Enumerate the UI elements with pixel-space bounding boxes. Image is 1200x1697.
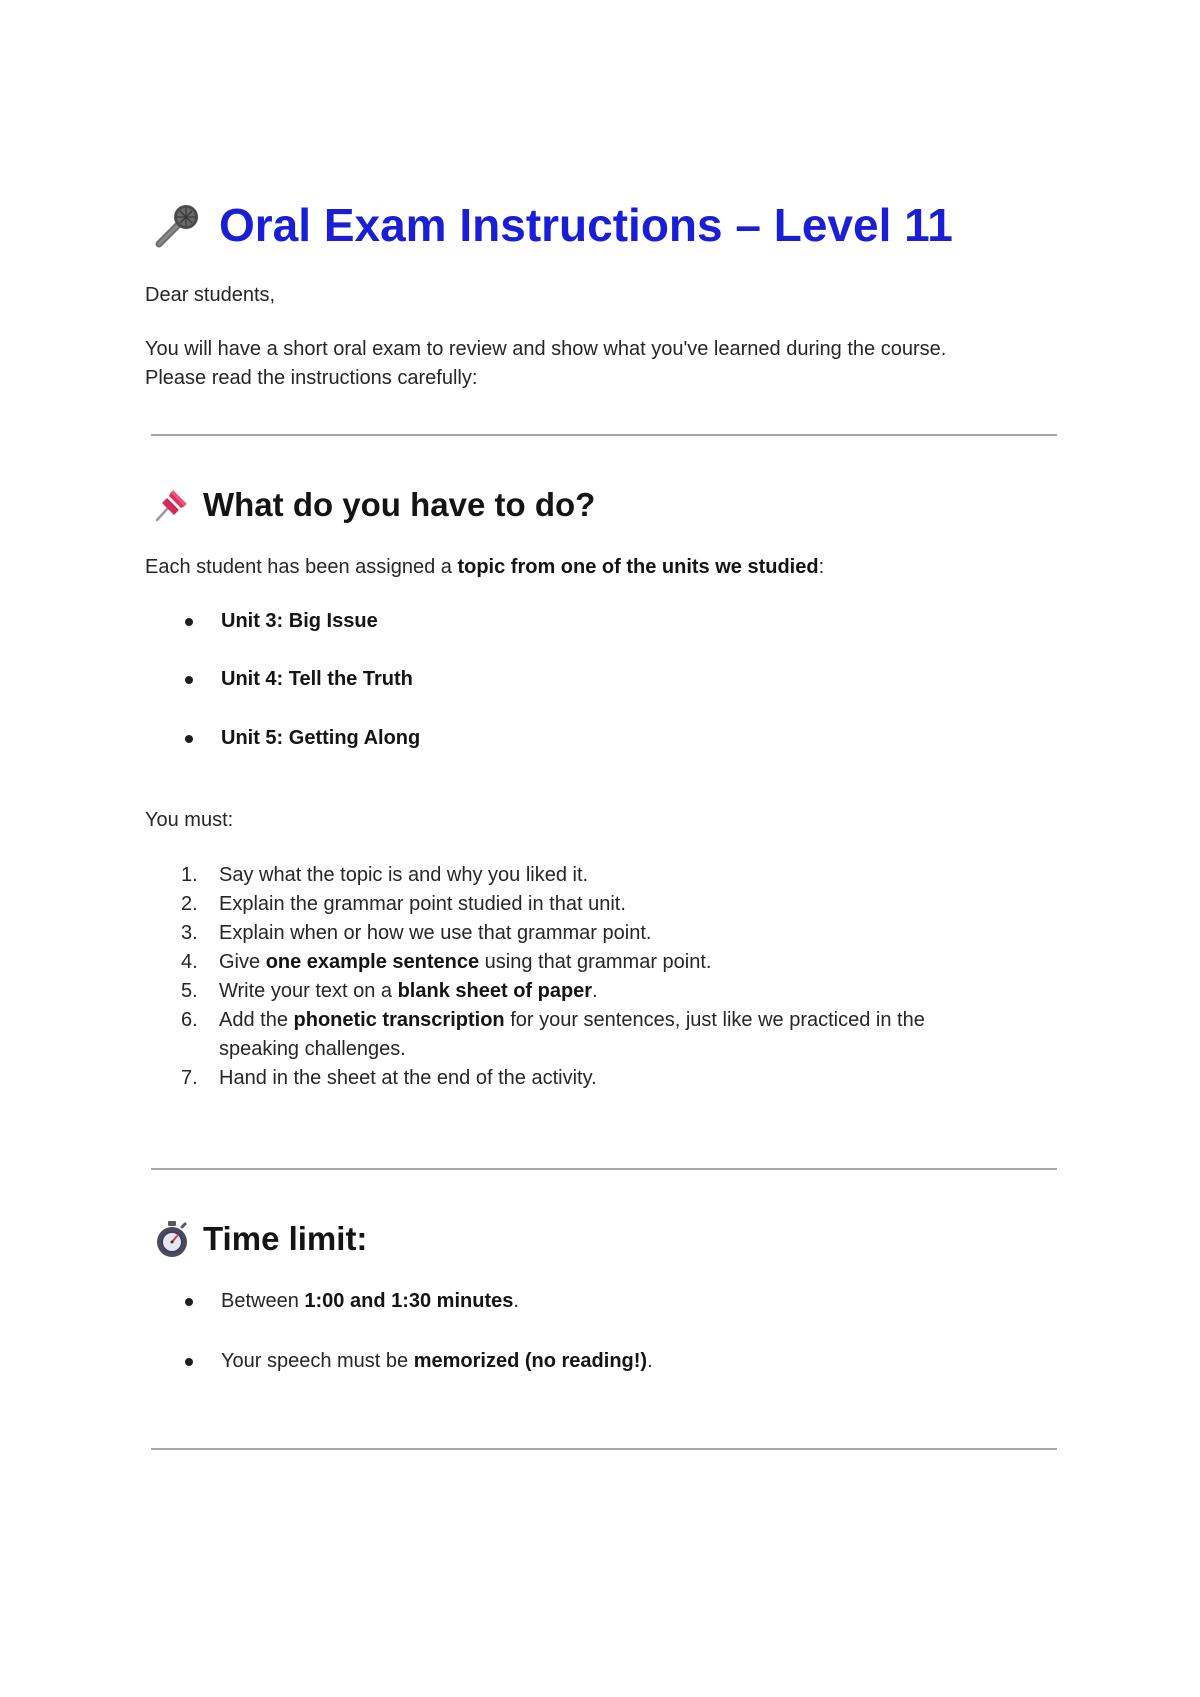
time-item-pre: Between <box>221 1290 305 1312</box>
bullet-icon <box>185 618 193 626</box>
time-item-pre: Your speech must be <box>221 1350 414 1372</box>
list-item <box>185 607 378 636</box>
step-text <box>219 919 1019 948</box>
task-lead <box>145 553 824 582</box>
list-item <box>181 919 1019 948</box>
list-item <box>185 1347 653 1376</box>
list-item <box>185 1287 519 1316</box>
list-item <box>181 1006 1009 1064</box>
step-text-pre: Explain the grammar point studied in that unit. <box>219 893 626 915</box>
unit-label: Unit 4: Tell the Truth <box>221 668 413 690</box>
list-item <box>181 890 1019 919</box>
intro-line-1: You will have a short oral exam to review and show what you've learned during the course. <box>145 338 947 360</box>
step-number: 5. <box>181 980 198 1002</box>
intro-line-2: Please read the instructions carefully: <box>145 367 478 389</box>
step-text-bold: phonetic transcription <box>293 1009 505 1031</box>
list-item <box>181 861 1019 890</box>
step-text <box>219 977 1019 1006</box>
section-time-heading: Time limit: <box>203 1220 368 1257</box>
step-text-post: . <box>592 980 598 1002</box>
page-title: Oral Exam Instructions – Level 11 <box>219 199 953 251</box>
stopwatch-icon <box>153 1219 191 1259</box>
step-number: 4. <box>181 951 198 973</box>
task-lead-punct: : <box>818 556 825 578</box>
section-task-heading-row <box>153 480 595 530</box>
unit-label: Unit 3: Big Issue <box>221 610 378 632</box>
step-text-bold: one example sentence <box>265 951 480 973</box>
time-item-bold: 1:00 and 1:30 minutes <box>304 1290 514 1312</box>
unit-label: Unit 5: Getting Along <box>221 727 421 749</box>
step-text <box>219 1006 1009 1064</box>
time-item-post: . <box>513 1290 519 1312</box>
step-text-pre: Write your text on a <box>219 980 398 1002</box>
step-text-pre: Hand in the sheet at the end of the activity. <box>219 1067 597 1089</box>
step-text-pre: Add the <box>219 1009 294 1031</box>
step-text-pre: Give <box>219 951 266 973</box>
time-item-text <box>221 1347 653 1376</box>
time-item-bold: memorized (no reading!) <box>413 1350 648 1372</box>
step-text-pre: Say what the topic is and why you liked it. <box>219 864 589 886</box>
step-number: 7. <box>181 1067 198 1089</box>
list-item <box>181 1064 1019 1093</box>
greeting: Dear students, <box>145 284 276 306</box>
page-title-row <box>153 190 953 260</box>
section-task-heading: What do you have to do? <box>203 486 596 523</box>
step-text <box>219 861 1019 890</box>
task-lead-bold: topic from one of the units we studied <box>457 556 819 578</box>
must-label: You must: <box>145 809 234 831</box>
section-time-heading-row <box>153 1214 367 1264</box>
step-number: 1. <box>181 864 198 886</box>
divider <box>151 1448 1057 1450</box>
bullet-icon <box>185 1358 193 1366</box>
bullet-icon <box>185 735 193 743</box>
bullet-icon <box>185 676 193 684</box>
time-item-post: . <box>647 1350 653 1372</box>
list-item <box>185 665 413 694</box>
pushpin-icon <box>153 486 191 524</box>
step-text <box>219 1064 1019 1093</box>
bullet-icon <box>185 1298 193 1306</box>
step-number: 2. <box>181 893 198 915</box>
list-item <box>185 724 420 753</box>
divider <box>151 434 1057 436</box>
step-number: 6. <box>181 1009 198 1031</box>
step-text <box>219 948 1019 977</box>
list-item <box>181 948 1019 977</box>
microphone-icon <box>153 200 203 250</box>
step-text <box>219 890 1019 919</box>
list-item <box>181 977 1019 1006</box>
step-text-bold: blank sheet of paper <box>397 980 593 1002</box>
step-number: 3. <box>181 922 198 944</box>
divider <box>151 1168 1057 1170</box>
step-text-post: using that grammar point. <box>479 951 712 973</box>
step-text-pre: Explain when or how we use that grammar point. <box>219 922 652 944</box>
step-text-post: for your sentences, just like we practiced in the speaking challenges. <box>219 1009 925 1060</box>
task-lead-text: Each student has been assigned a <box>145 556 458 578</box>
time-item-text <box>221 1287 519 1316</box>
